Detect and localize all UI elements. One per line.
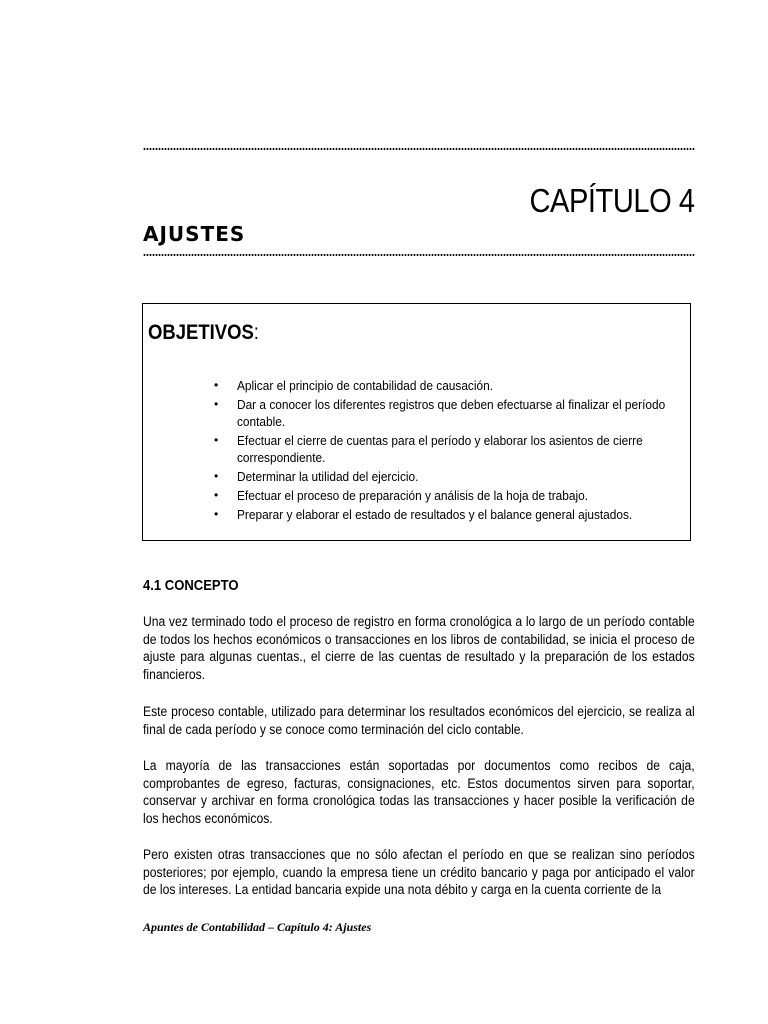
objective-text: Determinar la utilidad del ejercicio. — [237, 469, 419, 484]
bullet-icon: • — [214, 433, 219, 447]
objective-text: Aplicar el principio de contabilidad de causación. — [237, 378, 494, 393]
objective-item — [213, 396, 683, 430]
asterisk-divider-bottom — [143, 252, 695, 258]
objective-item — [213, 432, 683, 466]
chapter-title: CAPÍTULO 4 — [529, 182, 695, 219]
asterisk-divider-top — [143, 146, 695, 152]
page-footer: Apuntes de Contabilidad – Capítulo 4: Ajustes — [143, 920, 372, 934]
objectives-heading-colon: : — [253, 321, 259, 344]
objectives-list — [213, 377, 683, 525]
section-heading: 4.1 CONCEPTO — [143, 578, 239, 594]
objective-item — [213, 468, 683, 485]
body-paragraph: Este proceso contable, utilizado para determinar los resultados económicos del ejercicio, se realiza al final de cada período y se conoce como terminación del ciclo contable. — [143, 704, 695, 737]
objective-item — [213, 377, 683, 394]
objective-item — [213, 487, 683, 504]
body-paragraph: La mayoría de las transacciones están soportadas por documentos como recibos de caja, comprobantes de egreso, facturas, consignaciones, etc. Estos documentos sirven para soportar, conservar y archivar en forma cronológica todas las transacciones y hacer posible la verificación de los hechos económicos. — [143, 758, 695, 826]
body-paragraph: Pero existen otras transacciones que no sólo afectan el período en que se realizan sino períodos posteriores; por ejemplo, cuando la empresa tiene un crédito bancario y paga por anticipado el valor de los intereses. La entidad bancaria expide una nota débito y carga en la cuenta corriente de la — [143, 847, 695, 898]
bullet-icon: • — [214, 507, 219, 521]
bullet-icon: • — [214, 397, 219, 411]
objective-text: Dar a conocer los diferentes registros que deben efectuarse al finalizar el período contable. — [237, 397, 666, 429]
bullet-icon: • — [214, 488, 219, 502]
body-paragraph: Una vez terminado todo el proceso de registro en forma cronológica a lo largo de un período contable de todos los hechos económicos o transacciones en los libros de contabilidad, se inicia el proceso de ajuste para algunas cuentas., el cierre de las cuentas de resultado y la preparación de los estados financieros. — [143, 614, 695, 682]
bullet-icon: • — [214, 469, 219, 483]
objective-text: Efectuar el cierre de cuentas para el período y elaborar los asientos de cierre correspondiente. — [237, 433, 643, 465]
chapter-subtitle: AJUSTES — [143, 222, 246, 246]
objectives-box — [142, 303, 691, 541]
objectives-heading — [148, 321, 259, 345]
objective-text: Preparar y elaborar el estado de resultados y el balance general ajustados. — [237, 507, 633, 522]
bullet-icon: • — [214, 378, 219, 392]
objectives-heading-label: OBJETIVOS — [148, 321, 254, 344]
objective-item — [213, 506, 683, 523]
objective-text: Efectuar el proceso de preparación y análisis de la hoja de trabajo. — [237, 488, 589, 503]
